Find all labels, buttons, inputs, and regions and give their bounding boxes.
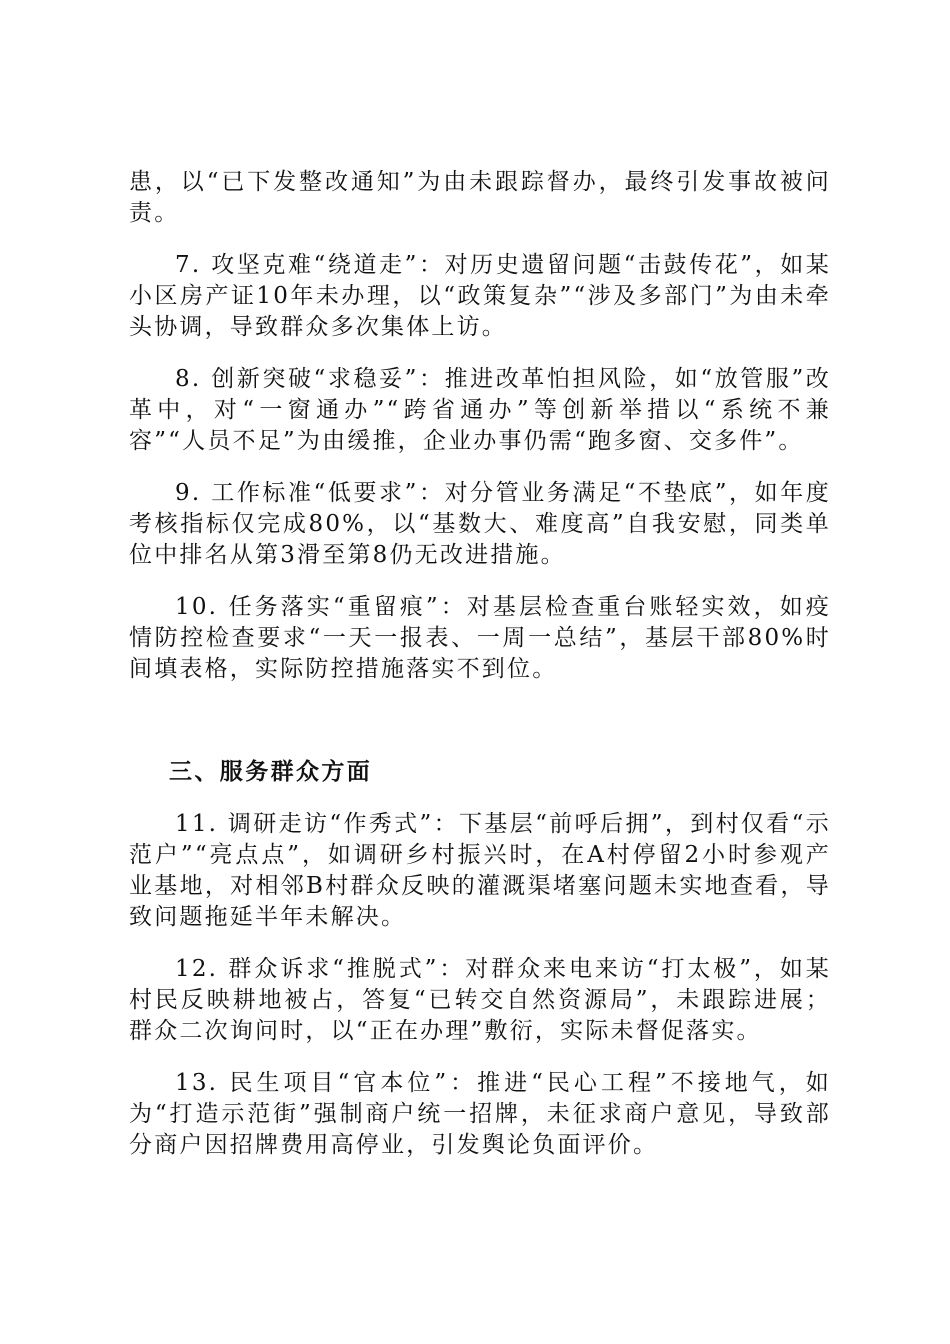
paragraph-gap <box>129 343 831 364</box>
item-13-paragraph: 13. 民生项目“官本位”：推进“民心工程”不接地气，如为“打造示范街”强制商户统一招牌，未征求商户意见，导致部分商户因招牌费用高停业，引发舆论负面评价。 <box>129 1070 831 1158</box>
continuation-paragraph: 患，以“已下发整改通知”为由未跟踪督办，最终引发事故被问责。 <box>129 169 831 226</box>
item-9-paragraph: 9. 工作标准“低要求”：对分管业务满足“不垫底”，如年度考核指标仅完成80%，以“基数大、难度高”自我安慰，同类单位中排名从第3滑至第8仍无改进措施。 <box>129 480 831 568</box>
paragraph-gap <box>129 229 831 250</box>
item-7-paragraph: 7. 攻坚克难“绕道走”：对历史遗留问题“击鼓传花”，如某小区房产证10年未办理，以“政策复杂”“涉及多部门”为由未牵头协调，导致群众多次集体上访。 <box>129 252 831 340</box>
item-12-paragraph: 12. 群众诉求“推脱式”：对群众来电来访“打太极”，如某村民反映耕地被占，答复“已转交自然资源局”，未跟踪进展；群众二次询问时，以“正在办理”敷衍，实际未督促落实。 <box>129 956 831 1044</box>
paragraph-gap <box>129 457 831 478</box>
paragraph-gap <box>129 788 831 809</box>
paragraph-gap <box>129 571 831 592</box>
item-8-paragraph: 8. 创新突破“求稳妥”：推进改革怕担风险，如“放管服”改革中，对“一窗通办”“跨省通办”等创新举措以“系统不兼容”“人员不足”为由缓推，企业办事仍需“跑多窗、交多件”。 <box>129 366 831 454</box>
document-body <box>129 167 831 1161</box>
item-10-paragraph: 10. 任务落实“重留痕”：对基层检查重台账轻实效，如疫情防控检查要求“一天一报表、一周一总结”，基层干部80%时间填表格，实际防控措施落实不到位。 <box>129 594 831 682</box>
section-3-heading: 三、服务群众方面 <box>169 759 373 785</box>
paragraph-gap <box>129 1047 831 1068</box>
item-11-paragraph: 11. 调研走访“作秀式”：下基层“前呼后拥”，到村仅看“示范户”“亮点点”，如调研乡村振兴时，在A村停留2小时参观产业基地，对相邻B村群众反映的灌溉渠堵塞问题未实地查看，导致问题拖延半年未解决。 <box>129 811 831 930</box>
section-gap <box>129 685 831 757</box>
paragraph-gap <box>129 933 831 954</box>
